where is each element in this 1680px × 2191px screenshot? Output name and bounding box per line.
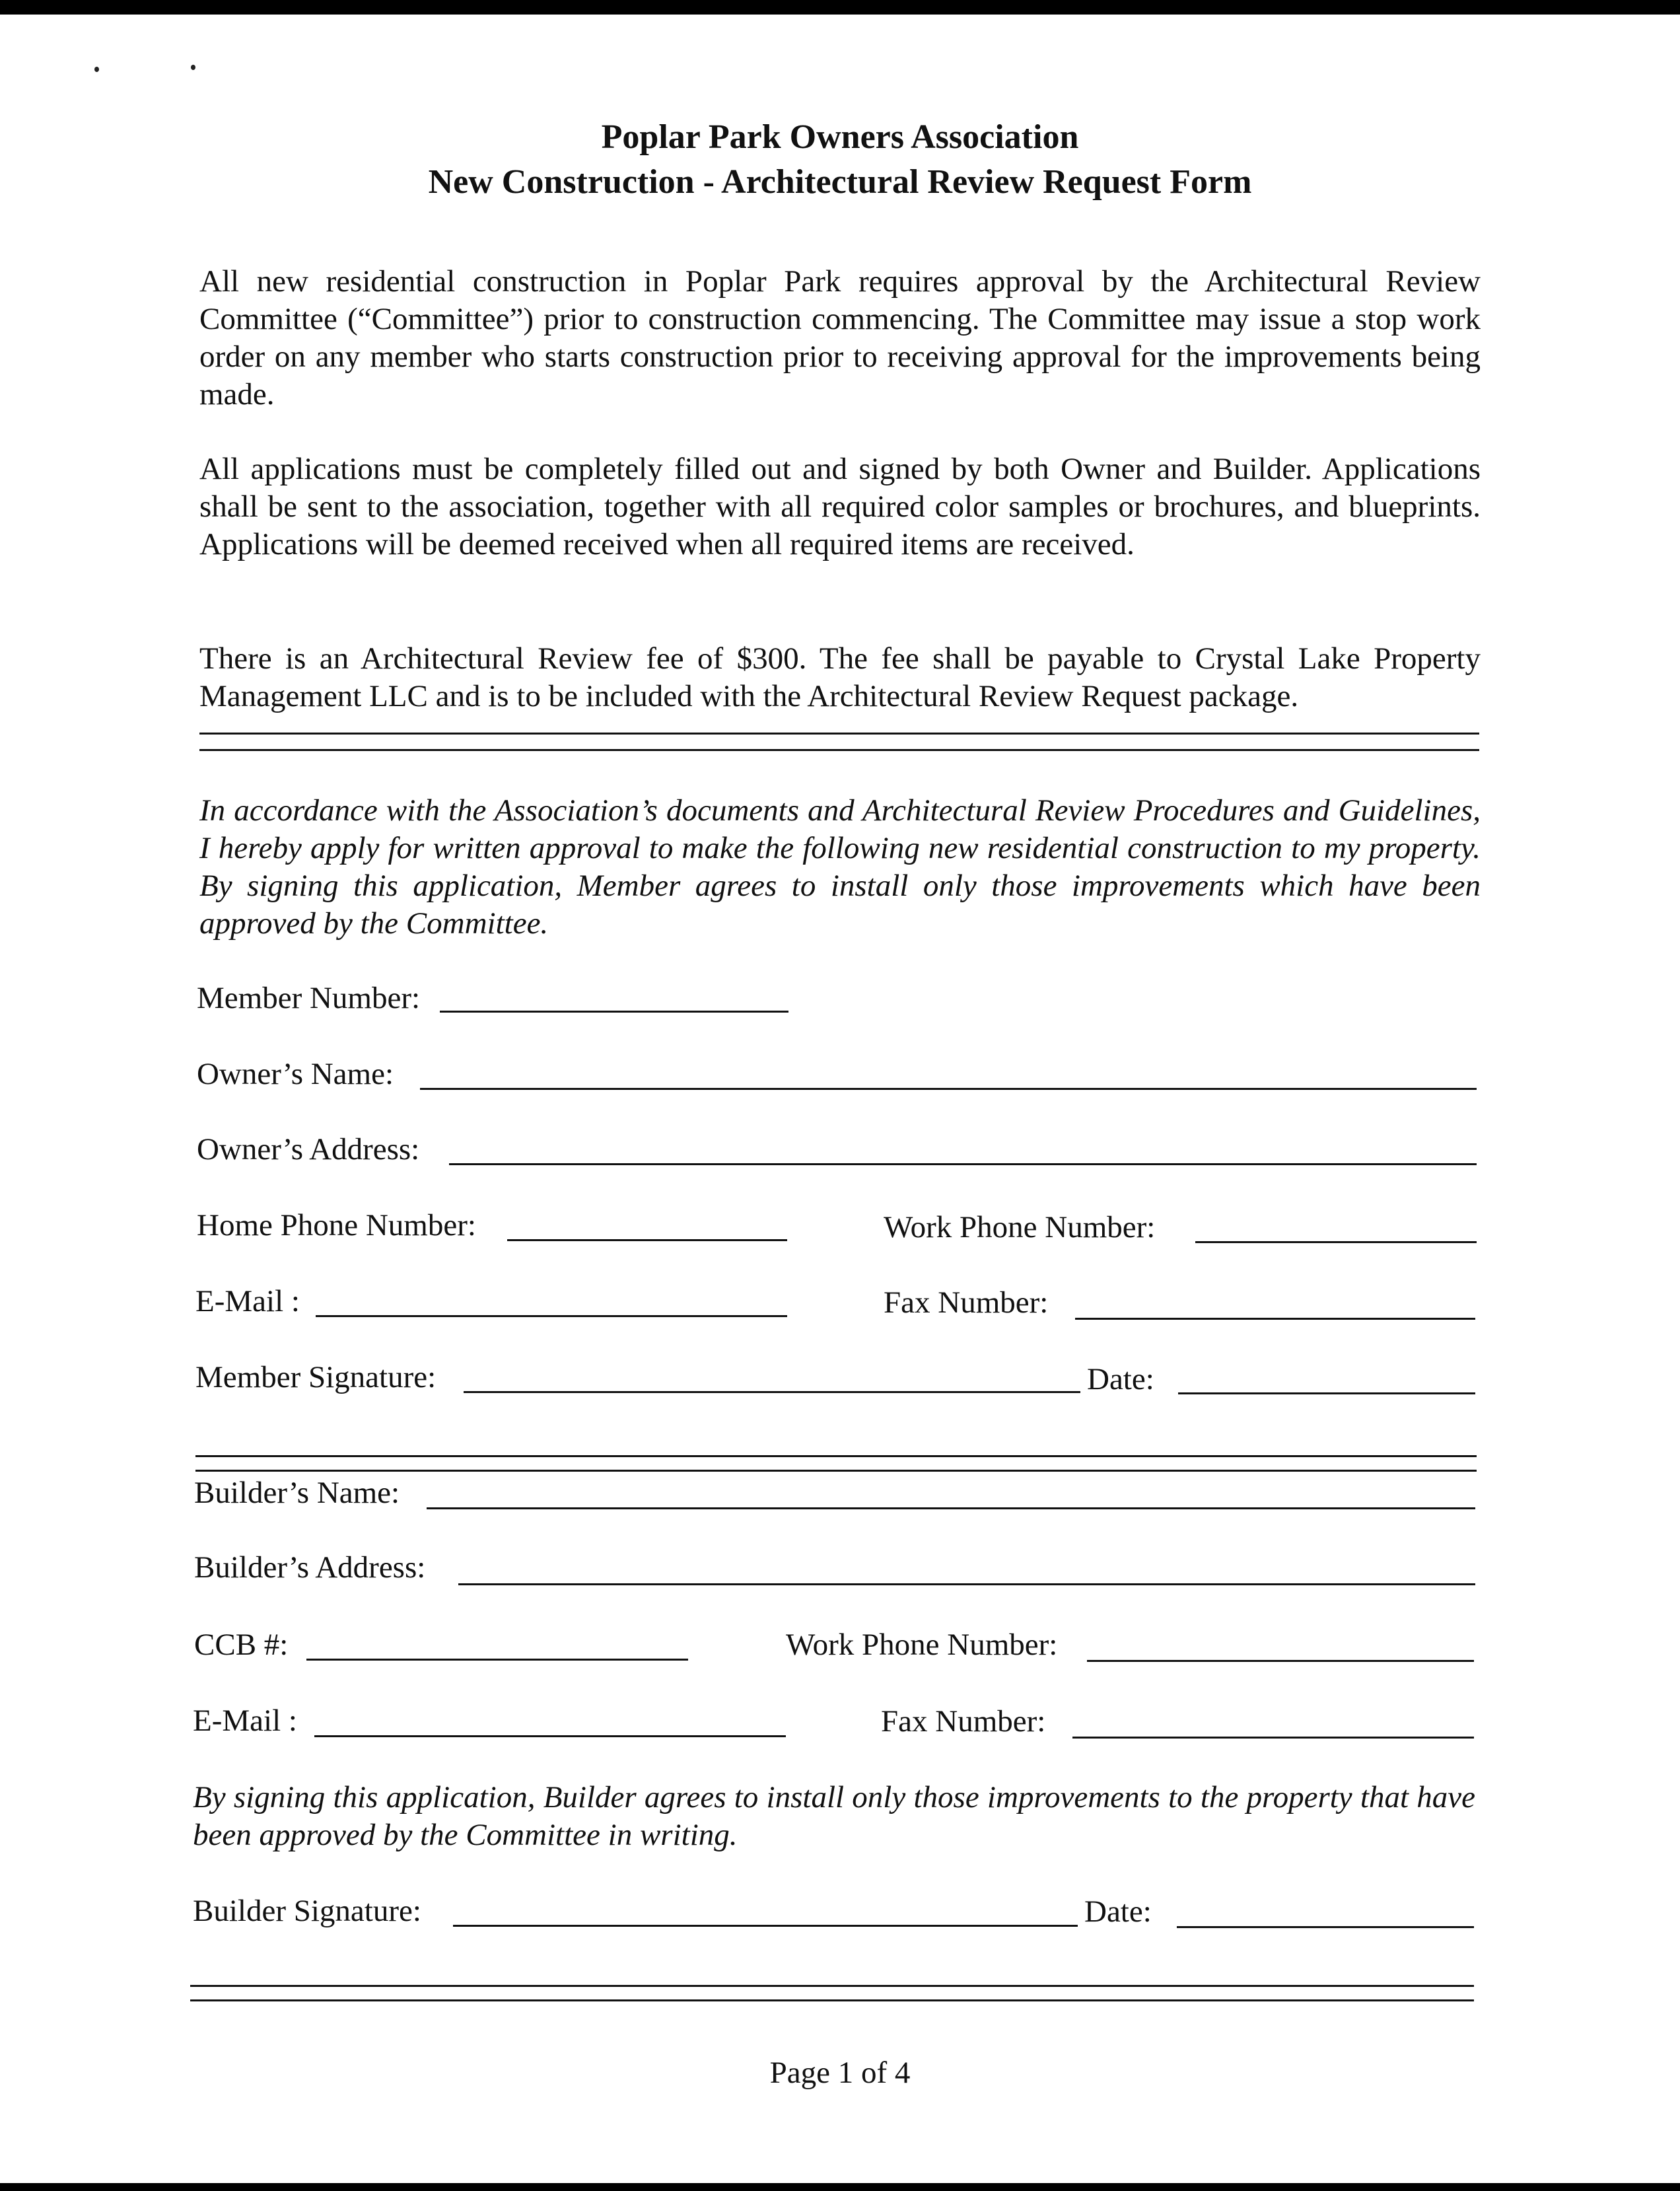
section-divider [195,1455,1477,1457]
home-phone-label: Home Phone Number: [197,1208,476,1242]
member-number-field[interactable] [440,1011,788,1013]
form-title: New Construction - Architectural Review Request Form [428,163,1252,201]
owner-name-field[interactable] [420,1088,1477,1090]
page-number: Page 1 of 4 [769,2056,911,2090]
owner-address-label: Owner’s Address: [197,1132,420,1167]
builder-name-label: Builder’s Name: [194,1476,400,1510]
member-date-label: Date: [1087,1362,1154,1396]
scan-bottom-border [0,2183,1680,2191]
owner-name-label: Owner’s Name: [197,1057,394,1091]
builder-fax-field[interactable] [1072,1737,1474,1739]
intro-paragraph-applications: All applications must be completely filled out and signed by both Owner and Builder. Applications shall be sent to the association, together with all required color samples or brochures, and blueprints. Applications will be deemed received when all required items are received. [199,452,1481,561]
member-number-label: Member Number: [197,981,421,1015]
builder-email-label: E-Mail : [193,1704,297,1738]
builder-signature-label: Builder Signature: [193,1894,421,1928]
work-phone-field[interactable] [1195,1241,1477,1243]
section-divider [190,1999,1474,2001]
member-signature-label: Member Signature: [195,1360,437,1394]
scan-top-border [0,0,1680,15]
fax-field[interactable] [1075,1318,1475,1320]
ccb-field[interactable] [306,1659,688,1661]
ccb-label: CCB #: [194,1628,289,1662]
builder-fax-label: Fax Number: [881,1704,1046,1739]
home-phone-field[interactable] [507,1239,787,1241]
email-label: E-Mail : [195,1284,300,1318]
builder-signature-field[interactable] [453,1925,1078,1927]
scan-speck [94,67,99,72]
builder-work-phone-field[interactable] [1087,1660,1474,1662]
work-phone-label: Work Phone Number: [884,1210,1156,1244]
section-divider [190,1985,1474,1987]
member-date-field[interactable] [1178,1392,1475,1394]
builder-date-field[interactable] [1177,1926,1474,1928]
builder-address-label: Builder’s Address: [194,1550,426,1585]
owner-address-field[interactable] [449,1163,1477,1165]
fax-label: Fax Number: [884,1285,1049,1320]
member-signature-field[interactable] [464,1391,1080,1393]
intro-paragraph-fee: There is an Architectural Review fee of $300. The fee shall be payable to Crystal Lake Property Management LLC and is to be included with the Architectural Review Request package. [199,641,1481,713]
section-divider [199,749,1479,751]
section-divider [199,733,1479,735]
builder-statement: By signing this application, Builder agrees to install only those improvements to the property that have been approved by the Committee in writing. [193,1780,1475,1852]
builder-date-label: Date: [1084,1894,1152,1929]
builder-name-field[interactable] [427,1507,1475,1509]
builder-email-field[interactable] [314,1735,786,1737]
org-title: Poplar Park Owners Association [601,118,1079,156]
email-field[interactable] [316,1315,787,1317]
builder-work-phone-label: Work Phone Number: [786,1628,1058,1662]
member-statement: In accordance with the Association’s documents and Architectural Review Procedures and Guidelines, I hereby apply for written approval to make the following new residential construction to my property. By signing this application, Member agrees to install only those improvements which have been approved by the Committee. [199,793,1481,941]
section-divider [195,1470,1477,1472]
builder-address-field[interactable] [458,1583,1475,1585]
scan-speck [191,65,195,70]
intro-paragraph-approval: All new residential construction in Poplar Park requires approval by the Architectural Review Committee (“Committee”) prior to construction commencing. The Committee may issue a stop work order on any member who starts construction prior to receiving approval for the improvements being made. [199,264,1481,412]
